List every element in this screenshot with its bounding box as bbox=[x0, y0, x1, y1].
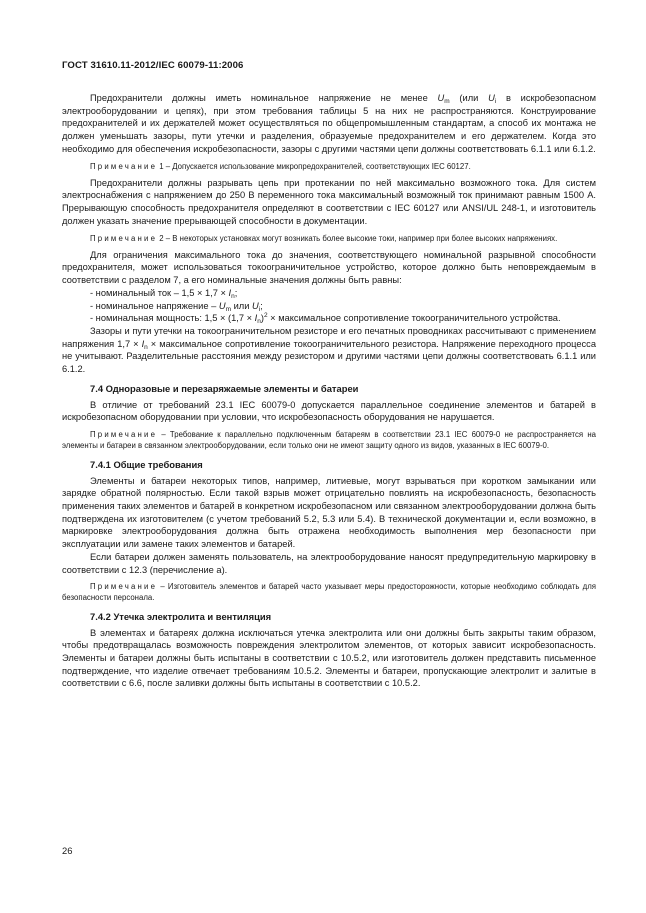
document-page bbox=[62, 0, 596, 913]
note-2: Примечание 2 – В некоторых установках могут возникать более высокие токи, например при более высоких напряжениях. bbox=[90, 233, 558, 243]
paragraph-parallel-cells: В отличие от требований 23.1 IEC 60079-0 допускается параллельное соединение элементов и батарей в искробезопасном оборудовании при условии, что искробезопасность оборудования не нарушается. bbox=[62, 399, 596, 423]
paragraph-electrolyte-leakage: В элементах и батареях должна исключаться утечка электролита или они должны быть закрыты таким образом, чтобы предотвращалась возможность повреждения электролитом элементов, от которых зависит искробезопасность. Элементы и батареи должны быть испытаны в соответствии с 10.5.2, или изготовитель должен представить письменное подтверждение, что изделие отвечает требованиям 10.5.2. Элементы и батареи, пропускающие электролит и залитые в соответствии с 6.6, после заливки должны быть испытаны в соответствии с 10.5.2. bbox=[62, 627, 596, 689]
paragraph-fuses-voltage: Предохранители должны иметь номинальное напряжение не менее $U_m$ (или $U_i$ в искробезопасном электрооборудовании и цепях), при этом требования таблицы 5 на них не распространяются. Конструирование предохранителей и их держателей может осуществляться по общепромышленным стандартам, а способ их монтажа не должен уменьшать зазоры, пути утечки и разделения, образуемые предохранителем и его держателем. Когда это необходимо для обеспечения искробезопасности, зазоры с другими частями цепи должны соответствовать 6.1.1 или 6.1.2. bbox=[62, 93, 596, 154]
paragraph-clearances: Зазоры и пути утечки на токоограничительном резисторе и его печатных проводниках рассчитывают с применением напряжения $1,7 \times I_n$ × максимальное сопротивление токоограничительного резистора. Напряжение переходного процесса не учитывают. Разделительные расстояния между резистором и другими частями цепи должны соответствовать 6.1.1 или 6.1.2. bbox=[62, 325, 596, 375]
list-item-rated-current: - номинальный ток – $1,5 \times 1,7 \times I_n$; bbox=[90, 287, 238, 300]
document-header: ГОСТ 31610.11-2012/IEC 60079-11:2006 bbox=[62, 60, 244, 71]
section-heading-7-4-2: 7.4.2 Утечка электролита и вентиляция bbox=[90, 610, 272, 622]
page-number: 26 bbox=[62, 845, 73, 856]
list-item-rated-voltage: - номинальное напряжение – $U_m$ или $U_i$; bbox=[90, 300, 263, 313]
paragraph-user-replacement: Если батареи должен заменять пользователь, на электрооборудование наносят предупредительную маркировку в соответствии с 12.3 (перечисление а). bbox=[62, 551, 596, 575]
section-heading-7-4-1: 7.4.1 Общие требования bbox=[90, 458, 203, 470]
paragraph-fuses-breaking: Предохранители должны разрывать цепь при протекании по ней максимально возможного тока. Для систем электроснабжения с напряжением до 250 В переменного тока максимальный возможный ток принимают равным 1500 А. Прерывающую способность предохранителя определяют в соответствии с IEC 60127 или ANSI/UL 248-1, и изготовитель должен указать значение прерывающей способности в документации. bbox=[62, 177, 596, 226]
list-item-rated-power: - номинальная мощность: $1,5 \times (1,7 \times I_n)^2$ × максимальное сопротивление токоограничительного устройства. bbox=[90, 312, 561, 326]
note-1: Примечание 1 – Допускается использование микропредохранителей, соответствующих IEC 60127. bbox=[90, 161, 471, 171]
note-3: Примечание – Требование к параллельно подключенным батареям в соответствии 23.1 IEC 60079-0 не распространяется на элементы и батареи в связанном электрооборудовании, если только они не имеют защиту одного из видов, указанных в IEC 60079-0. bbox=[62, 430, 596, 451]
paragraph-general-requirements: Элементы и батареи некоторых типов, например, литиевые, могут взрываться при коротком замыкании или зарядке обратной полярностью. Если такой взрыв может отрицательно повлиять на искробезопасность, безопасность применения таких элементов и батарей в конкретном искробезопасном или связанном электрооборудовании должна быть подтверждена их изготовителем (с учетом требований 5.2, 5.3 или 5.4). В технической документации и, если возможно, в маркировке электрооборудования должна быть отражена необходимость выполнения мер безопасности при эксплуатации или замене таких элементов и батарей. bbox=[62, 475, 596, 550]
paragraph-current-limiting: Для ограничения максимального тока до значения, соответствующего номинальной разрывной способности предохранителя, может использоваться токоограничительное устройство, которое должно быть неповреждаемым в соответствии с разделом 7, а его номинальные значения должны быть равны: bbox=[62, 249, 596, 286]
section-heading-7-4: 7.4 Одноразовые и перезаряжаемые элементы и батареи bbox=[90, 382, 359, 394]
note-4: Примечание – Изготовитель элементов и батарей часто указывает меры предосторожности, которые необходимо соблюдать для безопасности персонала. bbox=[62, 582, 596, 603]
document-body bbox=[62, 92, 596, 690]
